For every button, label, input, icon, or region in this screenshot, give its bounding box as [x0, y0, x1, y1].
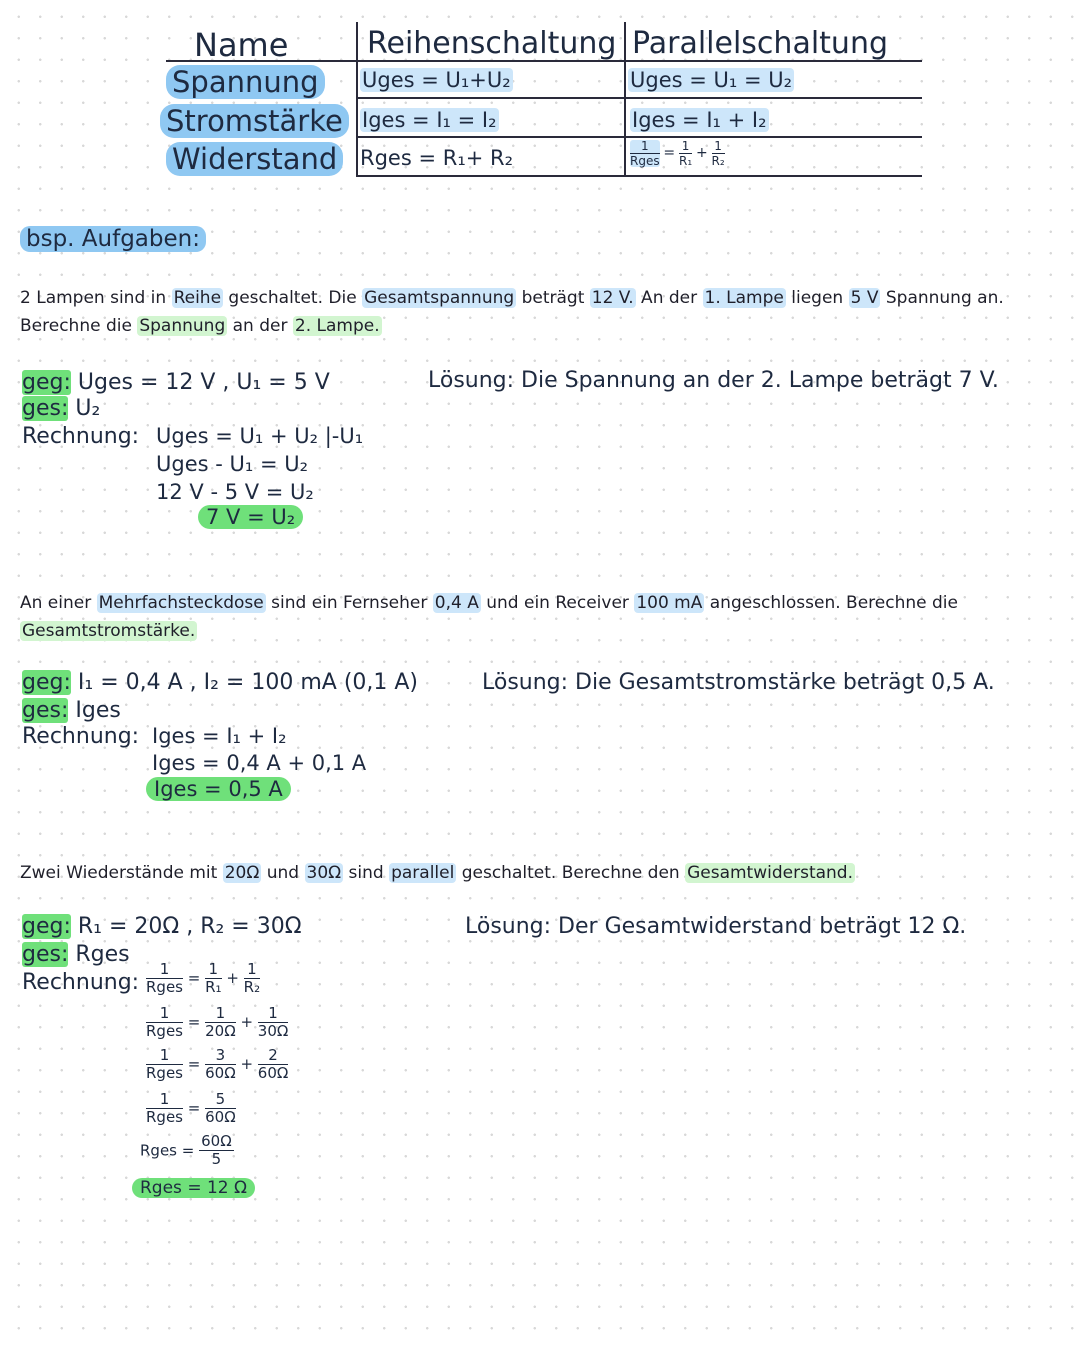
divider: [624, 22, 626, 177]
ex2-result: Iges = 0,5 A: [146, 777, 291, 801]
divider: [356, 22, 358, 177]
ex2-calc-line: Iges = 0,4 A + 0,1 A: [152, 751, 367, 775]
ex3-frac-row: $\frac{1}{\text{Rges}}$ = $\frac{1}{20\Omega}$ + $\frac{1}{30\Omega}$: [146, 1004, 289, 1040]
examples-heading: bsp. Aufgaben:: [20, 226, 206, 252]
ex3-task: Zwei Wiederstände mit 20Ω und 30Ω sind parallel geschaltet. Berechne den Gesamtwiderstand.: [20, 863, 854, 883]
ex1-calc-label: Rechnung:: [22, 424, 140, 449]
ex3-frac-row: $\frac{1}{\text{Rges}}$ = $\frac{3}{60\Omega}$ + $\frac{2}{60\Omega}$: [146, 1046, 289, 1082]
row-name-resistance: Widerstand: [166, 142, 343, 176]
ex1-task: 2 Lampen sind in Reihe geschaltet. Die Gesamtspannung beträgt 12 V. An der 1. Lampe liegen 5 V Spannung an. Berechne die Spannung an der 2. Lampe.: [20, 288, 1004, 336]
ex3-solution: Lösung: Der Gesamtwiderstand beträgt 12 Ω.: [465, 914, 967, 939]
ex2-given: geg: I₁ = 0,4 A , I₂ = 100 mA (0,1 A): [22, 670, 419, 695]
divider: [356, 97, 922, 99]
ex1-calc-line: Uges = U₁ + U₂ |-U₁: [156, 424, 364, 448]
divider: [356, 136, 922, 138]
ex2-calc-line: Iges = I₁ + I₂: [152, 724, 287, 748]
ex3-sought: ges: Rges: [22, 942, 130, 967]
ex2-task: An einer Mehrfachsteckdose sind ein Fernseher 0,4 A und ein Receiver 100 mA angeschlossen. Berechne die Gesamtstromstärke.: [20, 593, 958, 641]
header-parallel: Parallelschaltung: [632, 26, 888, 61]
header-name: Name: [194, 26, 289, 64]
row-name-voltage: Spannung: [166, 65, 325, 99]
ex3-given: geg: R₁ = 20Ω , R₂ = 30Ω: [22, 914, 302, 939]
ex1-result: 7 V = U₂: [198, 505, 303, 529]
comparison-table: [160, 22, 922, 177]
ex3-result: Rges = 12 Ω: [132, 1178, 255, 1198]
series-current-formula: Iges = I₁ = I₂: [362, 108, 497, 132]
ex2-solution: Lösung: Die Gesamtstromstärke beträgt 0,5 A.: [482, 670, 995, 695]
ex1-calc-line: Uges - U₁ = U₂: [156, 452, 309, 476]
ex1-calc-line: 12 V - 5 V = U₂: [156, 480, 314, 504]
divider: [356, 175, 922, 177]
ex3-frac-row: $\frac{1}{\text{Rges}}$ = $\frac{5}{60\Omega}$: [146, 1090, 236, 1126]
parallel-voltage-formula: Uges = U₁ = U₂: [630, 68, 793, 92]
ex3-calc-label: Rechnung:: [22, 970, 140, 995]
series-resistance-formula: Rges = R₁+ R₂: [360, 146, 514, 170]
ex1-solution: Lösung: Die Spannung an der 2. Lampe beträgt 7 V.: [428, 368, 999, 393]
parallel-current-formula: Iges = I₁ + I₂: [632, 108, 767, 132]
parallel-resistance-formula: $\frac{1}{\text{Rges}}$ = $\frac{1}{\text{R₁}}$ + $\frac{1}{\text{R₂}}$: [630, 139, 725, 168]
ex2-sought: ges: Iges: [22, 698, 121, 723]
ex3-frac-row: Rges = $\frac{60\Omega}{5}$: [140, 1132, 232, 1168]
ex2-calc-label: Rechnung:: [22, 724, 140, 749]
series-voltage-formula: Uges = U₁+U₂: [362, 68, 511, 92]
header-series: Reihenschaltung: [367, 26, 617, 61]
ex1-sought: ges: U₂: [22, 396, 101, 421]
ex1-given: geg: Uges = 12 V , U₁ = 5 V: [22, 370, 330, 395]
row-name-current: Stromstärke: [160, 104, 349, 138]
ex3-frac-row: $\frac{1}{\text{Rges}}$ = $\frac{1}{\text{R₁}}$ + $\frac{1}{\text{R₂}}$: [146, 960, 261, 996]
